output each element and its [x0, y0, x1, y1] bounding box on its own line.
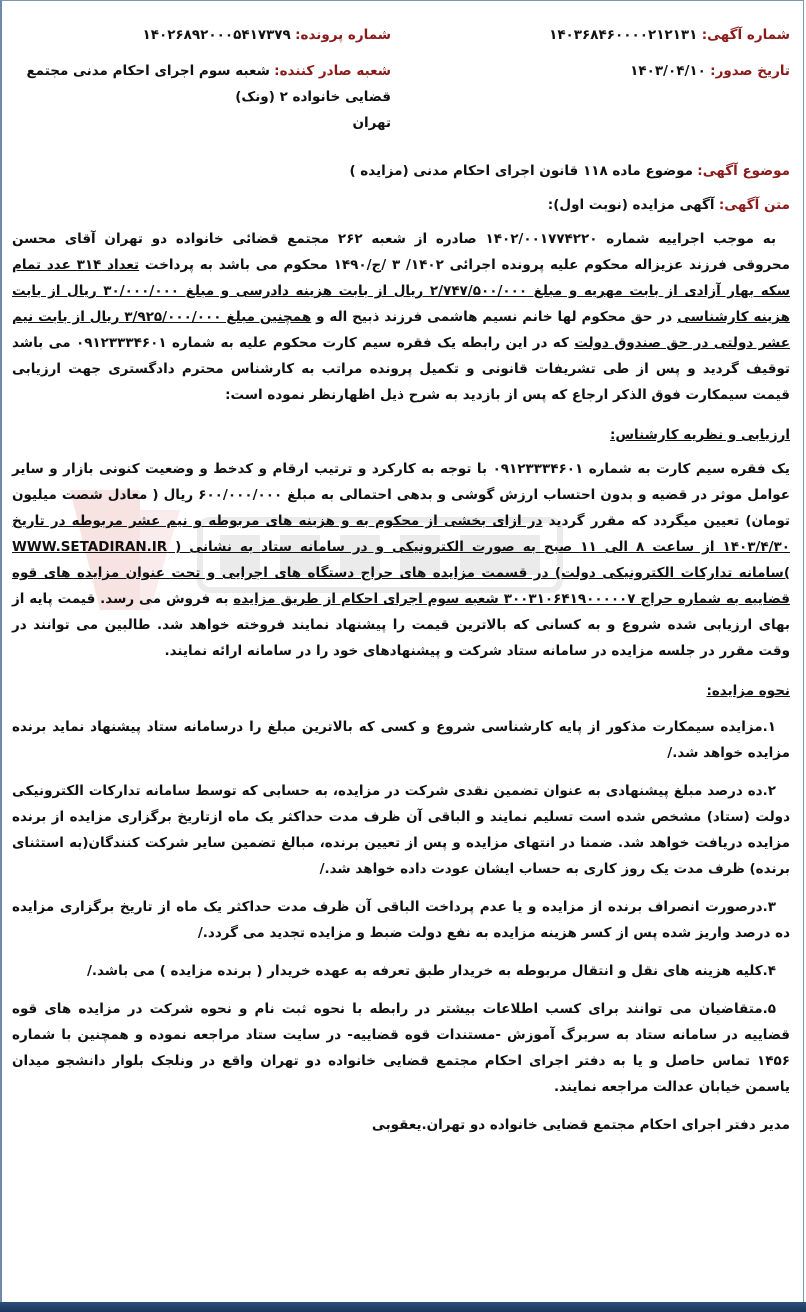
subject-value: موضوع ماده ۱۱۸ قانون اجرای احکام مدنی (مزایده ) [349, 163, 693, 179]
issue-date-label: تاریخ صدور: [710, 63, 790, 79]
notice-number-label: شماره آگهی: [701, 27, 790, 43]
file-number [12, 22, 391, 48]
method-heading-text: نحوه مزایده: [706, 683, 790, 699]
method-item-4: ۴.کلیه هزینه های نقل و انتقال مربوطه به خریدار طبق تعرفه به عهده خریدار ( برنده مزایده ) می باشد./ [86, 963, 776, 979]
body-title-value: آگهی مزایده (نوبت اول): [547, 197, 715, 213]
file-number-value: ۱۴۰۲۶۸۹۲۰۰۰۵۴۱۷۳۷۹ [142, 27, 291, 43]
paragraph-main-underlined-2: همچنین مبلغ ۳/۹۲۵/۰۰۰/۰۰۰ ریال از بابت نیم عشر دولتی در حق صندوق دولت [12, 309, 790, 351]
issuer-line1: شعبه سوم اجرای احکام مدنی مجتمع قضایی خانواده ۲ (ونک) [26, 63, 392, 105]
issuer-line2: تهران [352, 115, 392, 131]
paragraph-main-underlined-1: تعداد ۳۱۴ عدد تمام سکه بهار آزادی از بابت مهریه و مبلغ ۲/۷۴۷/۵۰۰/۰۰۰ ریال از بابت هزینه دادرسی و مبلغ ۳۰/۰۰۰/۰۰۰ ریال از بابت هزینه کارشناسی [12, 257, 791, 325]
method-heading [12, 678, 790, 704]
issuer [12, 58, 391, 136]
paragraph-expert-underlined: در ازای بخشی از محکوم به و هزینه های مربوطه و نیم عشر مربوطه در تاریخ ۱۴۰۳/۴/۳۰ از ساعت ۸ الی ۱۱ صبح به صورت الکترونیکی و در سامانه ستاد به نشانی ( WWW.SETADIRAN.IR )سامانه تدارکات الکترونیکی دولت) در قسمت مزایده های حراج دستگاه های اجرایی و تحت عنوان مزایده های قوه قضاییه به شماره حراج ۳۰۰۳۱۰۶۴۱۹۰۰۰۰۰۷ شعبه سوم اجرای احکام از طریق مزایده [12, 513, 791, 607]
method-item-3: ۳.درصورت انصراف برنده از مزایده و یا عدم پرداخت الباقی آن ظرف مدت حداکثر یک ماه از تاریخ برگزاری مزایده ده درصد واریز شده پس از کسر هزینه مزایده به نفع دولت ضبط و مزایده تجدید می گردد./ [12, 899, 790, 941]
body-title-label: متن آگهی: [718, 197, 790, 213]
paragraph-main-text-3: که در این رابطه یک فقره سیم کارت محکوم علیه به شماره ۰۹۱۲۳۳۳۴۶۰۱ می باشد توقیف گردید و پس از طی تشریفات قانونی و تکمیل پرونده مراتب به کارشناس محترم دادگستری جهت ارزیابی قیمت سیمکارت فوق الذکر ارجاع که پس از بازدید به شرح ذیل اظهارنظر نموده است: [12, 335, 790, 403]
paragraph-expert [12, 456, 790, 664]
paragraph-expert-text-2: به فروش می رسد. قیمت پایه از بهای ارزیابی شده شروع و به کسانی که بالاترین قیمت را پیشنهاد نمایند فروخته خواهد شد. طالبین می توانند در وقت مقرر در جلسه مزایده در سامانه ستاد شرکت و پیشنهادهای خود را در سامانه ارائه نمایند. [12, 591, 790, 659]
method-item-1: ۱.مزایده سیمکارت مذکور از پایه کارشناسی شروع و کسی که بالاترین مبلغ را درسامانه ستاد پیشنهاد نماید برنده مزایده خواهد شد./ [12, 719, 790, 761]
header-row-2 [12, 58, 790, 136]
method-item-2: ۲.ده درصد مبلغ پیشنهادی به عنوان تضمین نقدی شرکت در مزایده، به حسابی که توسط سامانه تدارکات الکترونیکی دولت (ستاد) مشخص شده است تسلیم نمایند و الباقی آن ظرف مدت حداکثر یک ماه ازتاریخ برگزاری مزایده از برنده مزایده دریافت خواهد شد. ضمنا در انتهای مزایده و پس از تعیین برنده، مبالغ تضمین سایر شرکت کنندگان(به استثنای برنده) ظرف مدت یک روز کاری به حساب ایشان عودت داده خواهد شد./ [12, 783, 790, 877]
method-item-5: ۵.متقاضیان می توانند برای کسب اطلاعات بیشتر در رابطه با نحوه ثبت نام و نحوه شرکت در مزایده های قوه قضاییه در سامانه ستاد به سربرگ آموزش -مستندات قوه قضاییه- در سایت ستاد مراجعه نموده و همچنین با شماره ۱۴۵۶ تماس حاصل و یا به دفتر اجرای احکام مجتمع قضایی خانواده دو تهران واقع در ونلجک بلوار دانشجو میدان یاسمن خیابان عدالت مراجعه نمایند. [12, 1001, 790, 1095]
paragraph-main-text-2: در حق محکوم لها خانم نسیم هاشمی فرزند ذبیح اله و [311, 309, 678, 325]
subject-label: موضوع آگهی: [697, 163, 790, 179]
paragraph-main [12, 226, 790, 408]
signature: مدیر دفتر اجرای احکام مجتمع قضایی خانواده دو تهران.یعقوبی [371, 1117, 790, 1133]
notice-document [12, 22, 790, 1138]
issue-date [391, 58, 790, 84]
notice-number-value: ۱۴۰۳۶۸۴۶۰۰۰۰۲۱۲۱۳۱ [549, 27, 698, 43]
body-title [12, 192, 790, 218]
issue-date-value: ۱۴۰۳/۰۴/۱۰ [630, 63, 706, 79]
paragraph-expert-text-1: یک فقره سیم کارت به شماره ۰۹۱۲۳۳۳۴۶۰۱ با توجه به کارکرد و ترتیب ارقام و کدخط و وضعیت کنونی بازار و سایر عوامل موثر در قضیه و بدون احتساب ارزش گوشی و بدهی احتمالی به مبلغ ۶۰۰/۰۰۰/۰۰۰ ریال ( معادل شصت میلیون تومان) تعیین میگردد که مقرر گردید [12, 461, 790, 529]
bottom-bar [0, 1302, 806, 1312]
issuer-label: شعبه صادر کننده: [274, 63, 392, 79]
subject [12, 158, 790, 184]
header-row-1 [12, 22, 790, 48]
paragraph-main-text-1: به موجب اجراییه شماره ۱۴۰۲/۰۰۱۷۷۴۲۲۰ صادره از شعبه ۲۶۲ مجتمع قضائی خانواده دو تهران آقای محسن محروقی فرزند عزیزاله محکوم علیه پرونده اجرائی ۱۴۰۲/ ۳ /ج/۱۴۹۰ محکوم می باشد به پرداخت [12, 231, 791, 273]
expert-heading-text: ارزیابی و نظریه کارشناس: [610, 427, 790, 443]
notice-number [391, 22, 790, 48]
expert-heading [12, 422, 790, 448]
file-number-label: شماره پرونده: [295, 27, 392, 43]
